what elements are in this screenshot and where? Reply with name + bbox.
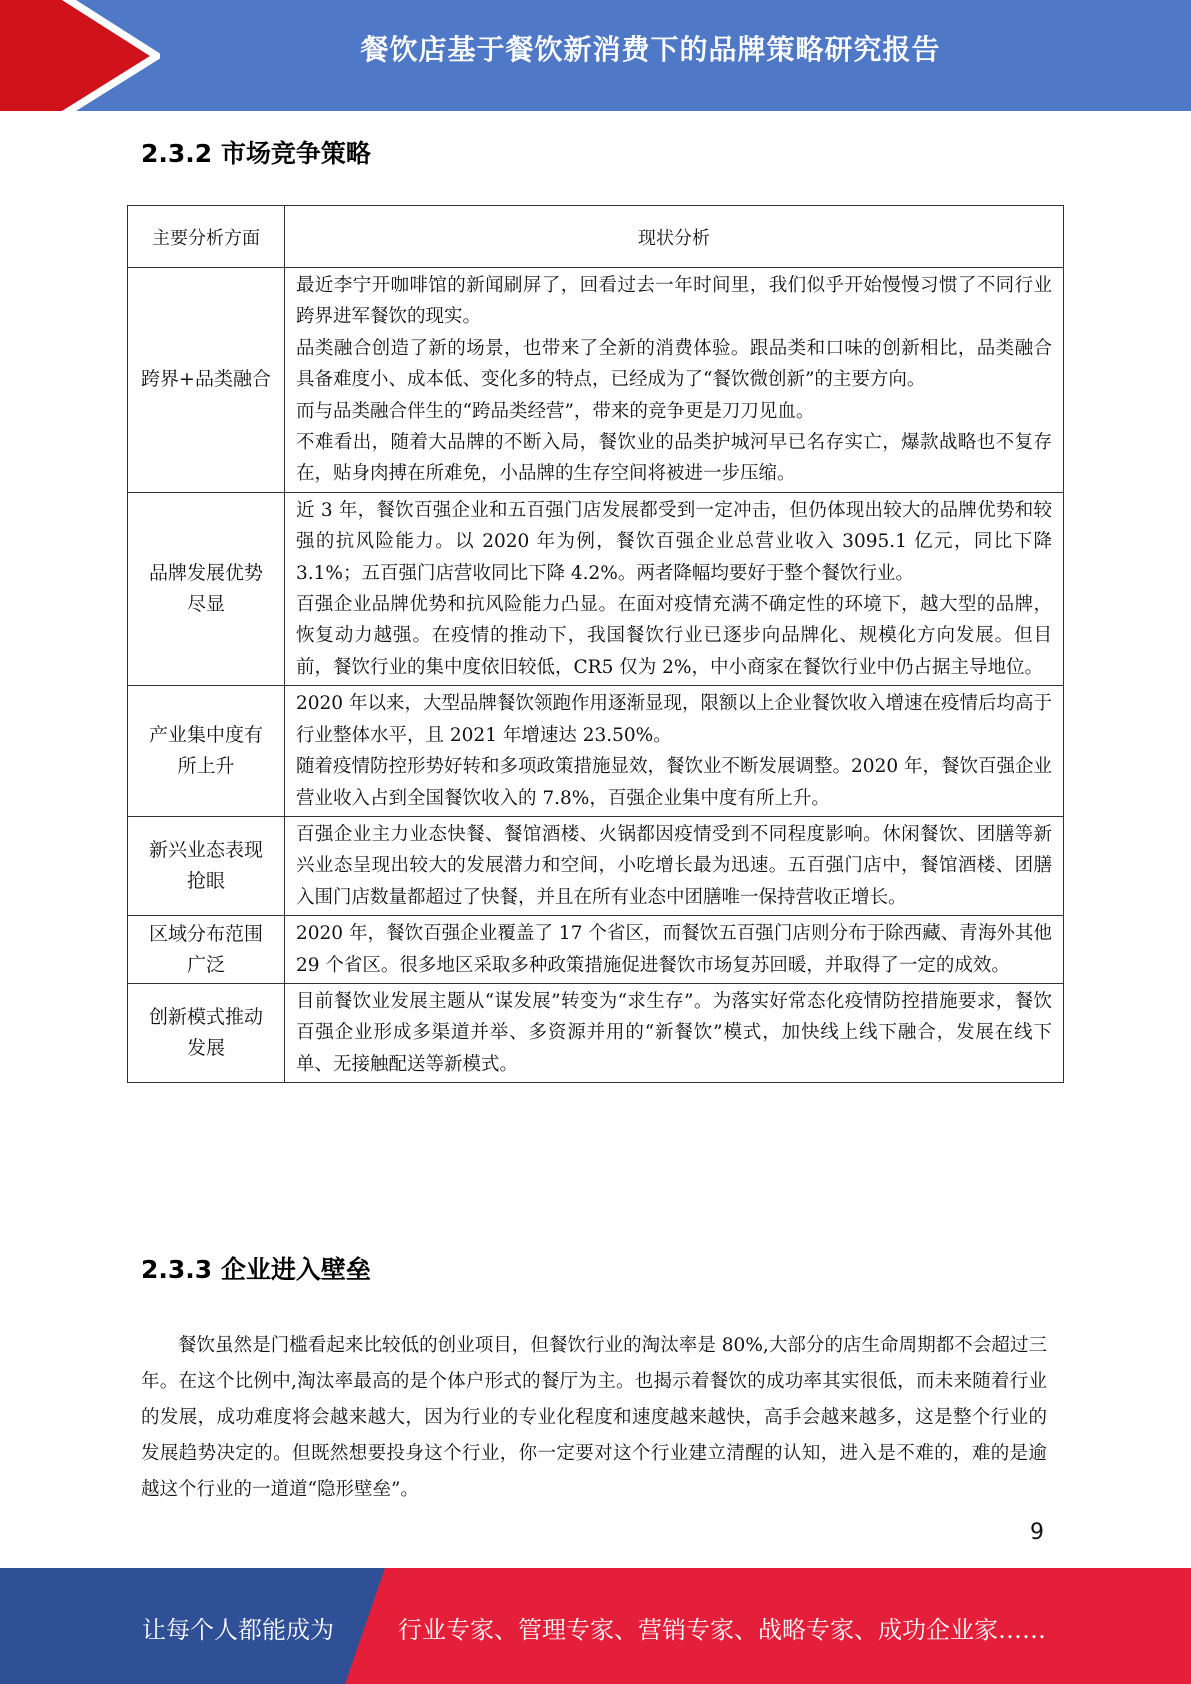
- section-heading-2-3-2: 2.3.2 市场竞争策略: [141, 139, 371, 168]
- row-analysis: [285, 916, 1064, 984]
- table-header-row: [128, 206, 1064, 268]
- row-analysis: [285, 686, 1064, 817]
- table-row: [128, 686, 1064, 817]
- table-row: [128, 492, 1064, 685]
- table-row: [128, 983, 1064, 1082]
- analysis-paragraph: 随着疫情防控形势好转和多项政策措施显效，餐饮业不断发展调整。2020 年，餐饮百强企业营业收入占到全国餐饮收入的 7.8%，百强企业集中度有所上升。: [296, 756, 1052, 809]
- analysis-paragraph: 目前餐饮业发展主题从“谋发展”转变为“求生存”。为落实好常态化疫情防控措施要求，餐饮百强企业形成多渠道并举、多资源并用的“新餐饮”模式，加快线上线下融合，发展在线下单、无接触配送等新模式。: [296, 990, 1052, 1075]
- row-aspect: 创新模式推动发展: [128, 983, 285, 1082]
- table-row: [128, 916, 1064, 984]
- row-aspect: 跨界+品类融合: [128, 268, 285, 493]
- table-header-analysis: 现状分析: [285, 206, 1064, 268]
- footer-banner: [0, 1568, 1191, 1684]
- table-row: [128, 268, 1064, 493]
- analysis-paragraph: 百强企业品牌优势和抗风险能力凸显。在面对疫情充满不确定性的环境下，越大型的品牌，恢复动力越强。在疫情的推动下，我国餐饮行业已逐步向品牌化、规模化方向发展。但目前，餐饮行业的集中度依旧较低，CR5 仅为 2%，中小商家在餐饮行业中仍占据主导地位。: [296, 594, 1052, 678]
- analysis-paragraph: 2020 年，餐饮百强企业覆盖了 17 个省区，而餐饮五百强门店则分布于除西藏、青海外其他 29 个省区。很多地区采取多种政策措施促进餐饮市场复苏回暖，并取得了一定的成效。: [296, 923, 1052, 976]
- analysis-paragraph: 近 3 年，餐饮百强企业和五百强门店发展都受到一定冲击，但仍体现出较大的品牌优势和较强的抗风险能力。以 2020 年为例，餐饮百强企业总营业收入 3095.1 亿元，同比下降 3.1%；五百强门店营收同比下降 4.2%。两者降幅均要好于整个餐饮行业。: [296, 499, 1052, 584]
- row-aspect: 产业集中度有所上升: [128, 686, 285, 817]
- table-header-aspect: 主要分析方面: [128, 206, 285, 268]
- analysis-paragraph: 品类融合创造了新的场景，也带来了全新的消费体验。跟品类和口味的创新相比，品类融合具备难度小、成本低、变化多的特点，已经成为了“餐饮微创新”的主要方向。: [296, 337, 1052, 391]
- row-aspect: 区域分布范围广泛: [128, 916, 285, 984]
- row-analysis: [285, 983, 1064, 1082]
- footer-slogan-right: 行业专家、管理专家、营销专家、战略专家、成功企业家……: [398, 1616, 1046, 1644]
- row-analysis: [285, 816, 1064, 915]
- row-analysis: [285, 492, 1064, 685]
- row-aspect: 品牌发展优势尽显: [128, 492, 285, 685]
- report-title: 餐饮店基于餐饮新消费下的品牌策略研究报告: [360, 33, 941, 66]
- table-row: [128, 816, 1064, 915]
- analysis-paragraph: 最近李宁开咖啡馆的新闻刷屏了，回看过去一年时间里，我们似乎开始慢慢习惯了不同行业跨界进军餐饮的现实。: [296, 275, 1052, 328]
- analysis-paragraph: 而与品类融合伴生的“跨品类经营”，带来的竞争更是刀刀见血。: [296, 400, 815, 422]
- page-number: 9: [1030, 1520, 1044, 1545]
- section-heading-2-3-3: 2.3.3 企业进入壁垒: [141, 1255, 371, 1284]
- row-analysis: [285, 268, 1064, 493]
- row-aspect: 新兴业态表现抢眼: [128, 816, 285, 915]
- analysis-paragraph: 百强企业主力业态快餐、餐馆酒楼、火锅都因疫情受到不同程度影响。休闲餐饮、团膳等新兴业态呈现出较大的发展潜力和空间，小吃增长最为迅速。五百强门店中，餐馆酒楼、团膳入围门店数量都超过了快餐，并且在所有业态中团膳唯一保持营收正增长。: [296, 823, 1052, 908]
- footer-slogan-left: 让每个人都能成为: [142, 1616, 334, 1644]
- analysis-paragraph: 2020 年以来，大型品牌餐饮领跑作用逐渐显现，限额以上企业餐饮收入增速在疫情后均高于行业整体水平，且 2021 年增速达 23.50%。: [296, 693, 1052, 746]
- competition-strategy-table: [127, 205, 1064, 1083]
- entry-barrier-paragraph: 餐饮虽然是门槛看起来比较低的创业项目，但餐饮行业的淘汰率是 80%,大部分的店生命周期都不会超过三年。在这个比例中,淘汰率最高的是个体户形式的餐厅为主。也揭示着餐饮的成功率其实很低，而未来随着行业的发展，成功难度将会越来越大，因为行业的专业化程度和速度越来越快，高手会越来越多，这是整个行业的发展趋势决定的。但既然想要投身这个行业，你一定要对这个行业建立清醒的认知，进入是不难的，难的是逾越这个行业的一道道“隐形壁垒”。: [141, 1335, 1047, 1500]
- header-banner: [0, 0, 1191, 111]
- chevron-arrow-icon: [0, 0, 160, 111]
- analysis-paragraph: 不难看出，随着大品牌的不断入局，餐饮业的品类护城河早已名存实亡，爆款战略也不复存在，贴身肉搏在所难免，小品牌的生存空间将被进一步压缩。: [296, 432, 1052, 485]
